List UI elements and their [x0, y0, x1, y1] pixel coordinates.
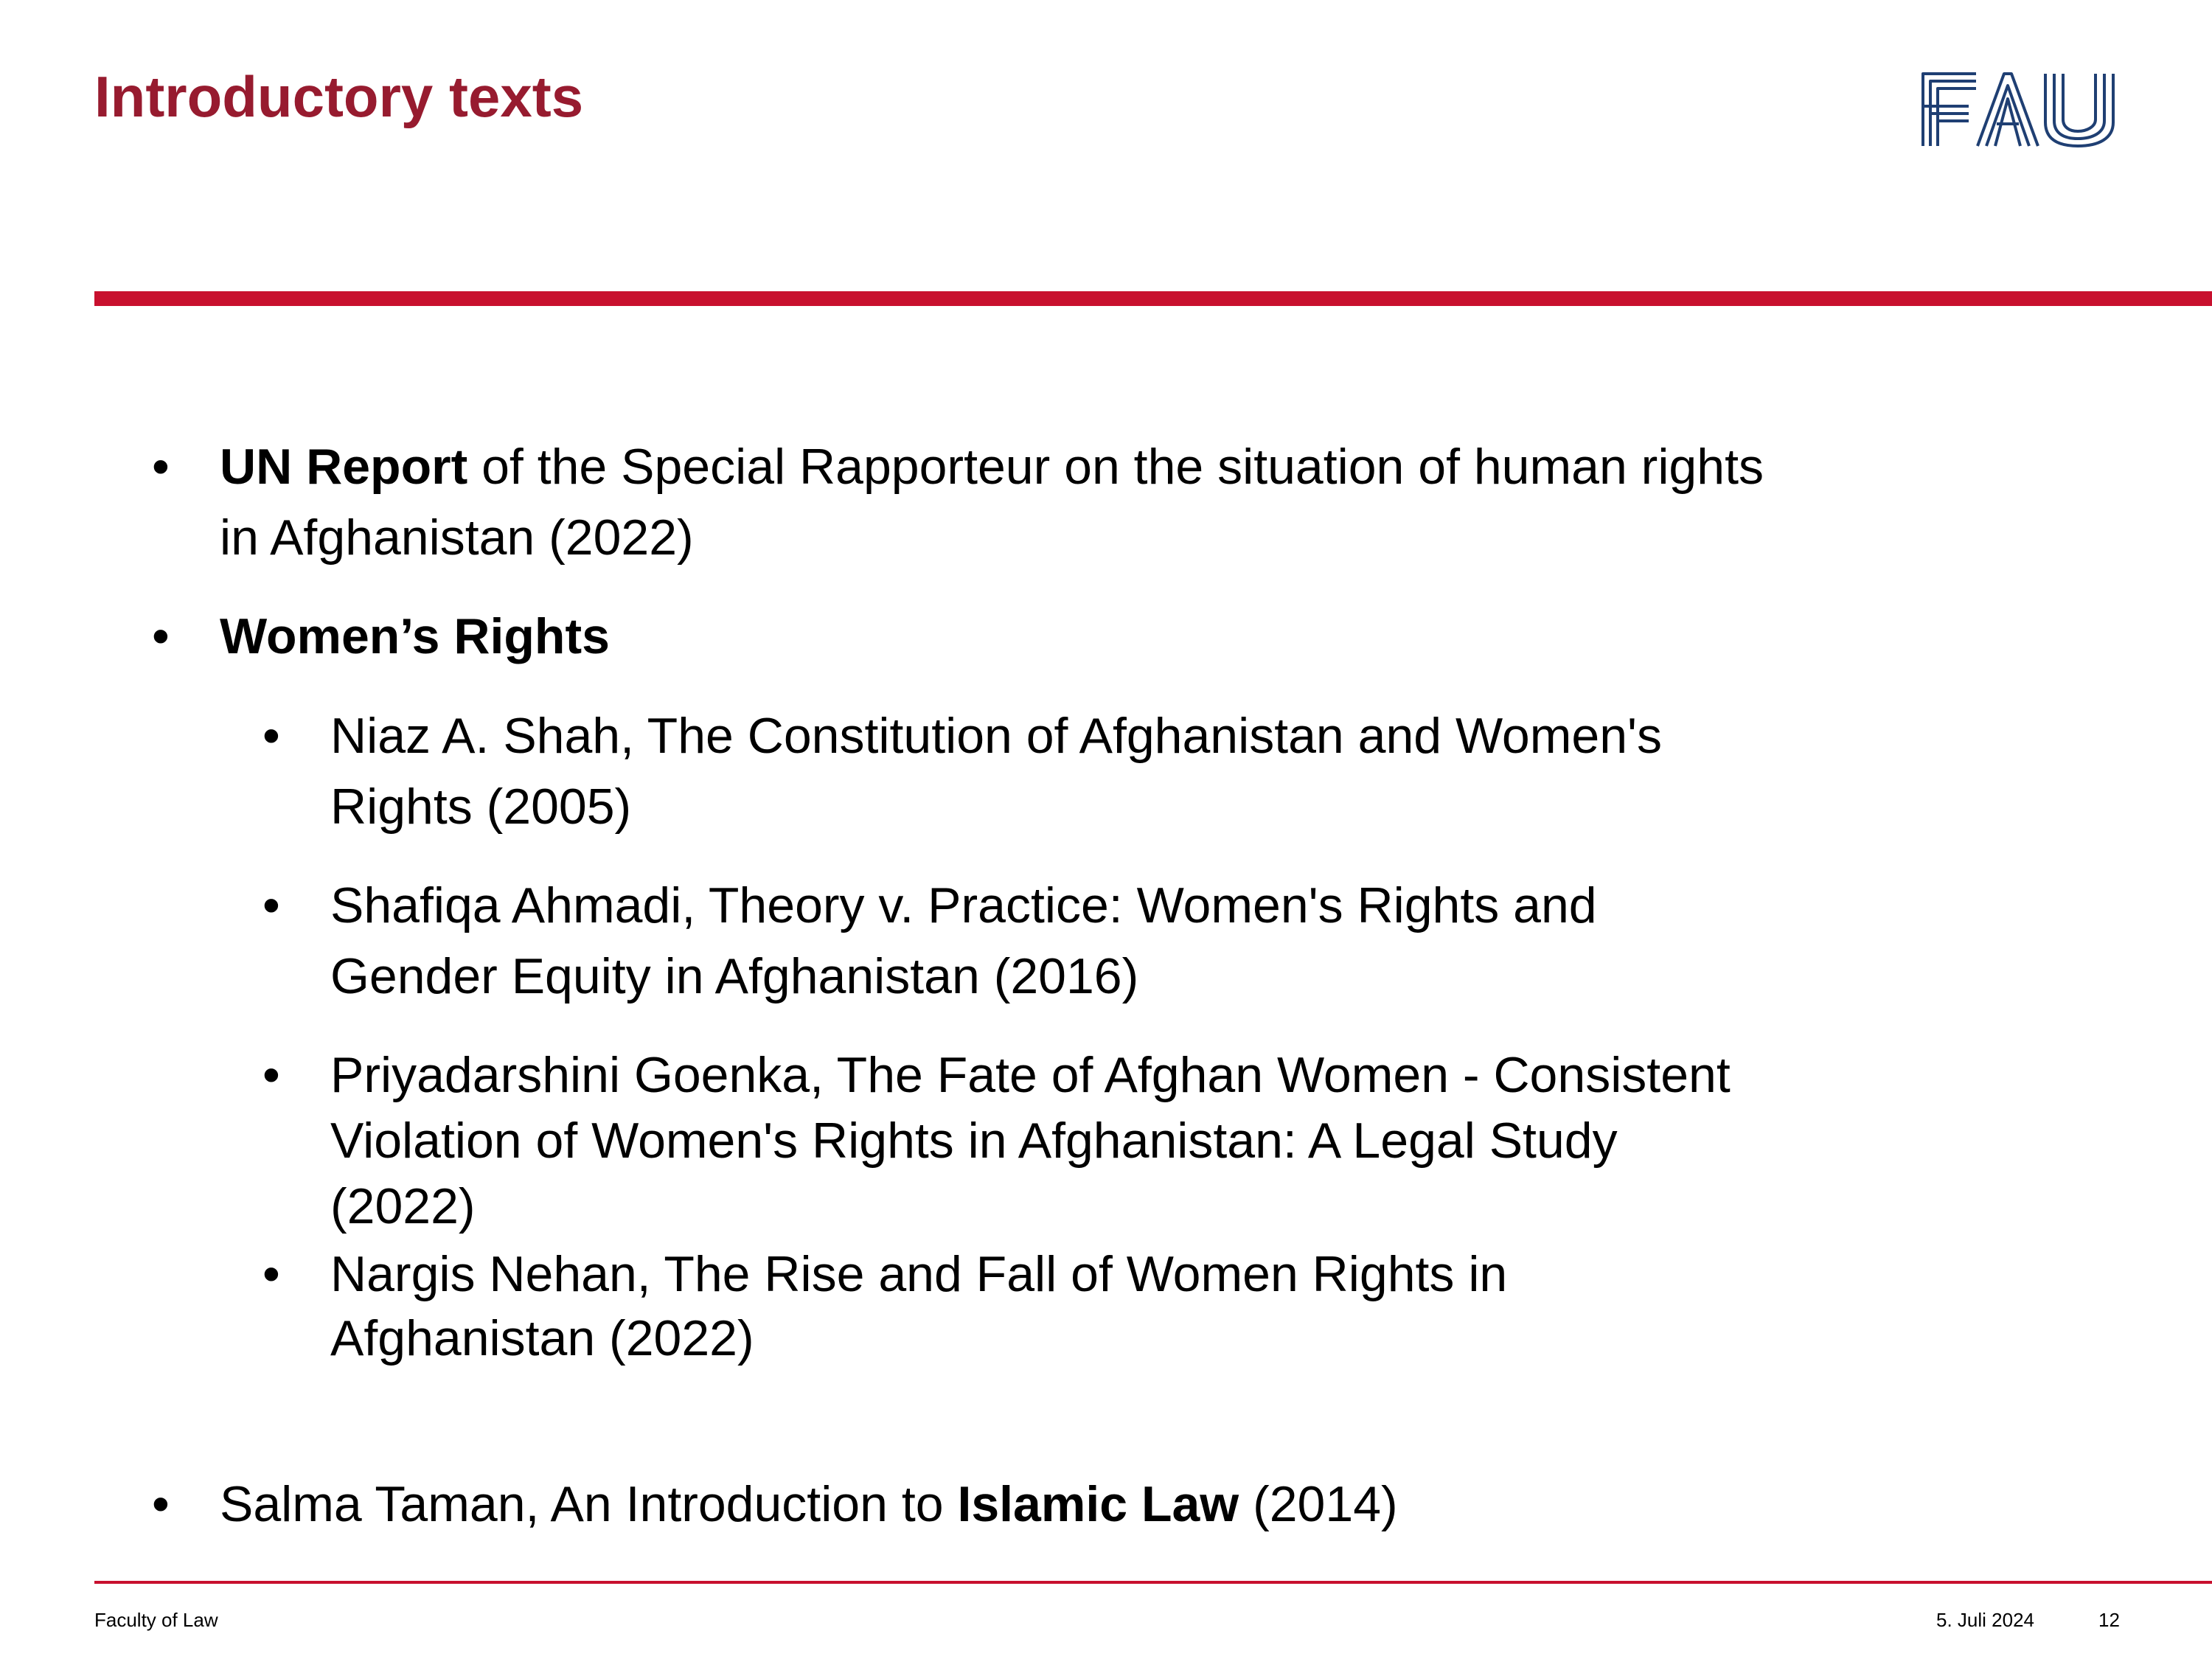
bullet-marker: •: [152, 608, 170, 664]
slide-title: Introductory texts: [94, 64, 584, 129]
bullet-womens-rights: Women’s Rights: [220, 608, 610, 664]
sub-bullet-marker: •: [262, 1047, 280, 1103]
footer-divider: [94, 1581, 2212, 1584]
sub-item-shah-line1: Niaz A. Shah, The Constitution of Afghanistan and Women's: [330, 708, 1663, 764]
sub-bullet-marker: •: [262, 1246, 280, 1302]
un-report-text: of the Special Rapporteur on the situation of human rights: [467, 439, 1764, 495]
sub-item-goenka-line3: (2022): [330, 1178, 476, 1234]
bullet-islamic-law: [220, 1469, 1398, 1540]
un-report-bold: UN Report: [220, 439, 468, 495]
footer-page-number: 12: [2098, 1609, 2120, 1631]
sub-item-nehan-line1: Nargis Nehan, The Rise and Fall of Women Rights in: [330, 1246, 1508, 1302]
sub-bullet-marker: •: [262, 708, 280, 764]
bullet-un-report-line2: in Afghanistan (2022): [220, 509, 694, 566]
bullet-un-report-line1: [220, 431, 1764, 502]
islamic-law-suffix: (2014): [1239, 1476, 1398, 1532]
sub-item-goenka-line1: Priyadarshini Goenka, The Fate of Afghan Women - Consistent: [330, 1047, 1731, 1103]
sub-bullet-marker: •: [262, 877, 280, 933]
islamic-law-bold: Islamic Law: [957, 1476, 1239, 1532]
sub-item-shah-line2: Rights (2005): [330, 779, 632, 835]
bullet-marker: •: [152, 1476, 170, 1532]
sub-item-ahmadi-line1: Shafiqa Ahmadi, Theory v. Practice: Women's Rights and: [330, 877, 1597, 933]
islamic-law-prefix: Salma Taman, An Introduction to: [220, 1476, 958, 1532]
sub-item-goenka-line2: Violation of Women's Rights in Afghanistan: A Legal Study: [330, 1113, 1618, 1169]
footer-faculty: Faculty of Law: [94, 1609, 218, 1631]
sub-item-nehan-line2: Afghanistan (2022): [330, 1310, 754, 1366]
sub-item-ahmadi-line2: Gender Equity in Afghanistan (2016): [330, 948, 1139, 1004]
bullet-marker: •: [152, 439, 170, 495]
footer-date: 5. Juli 2024: [1936, 1609, 2034, 1631]
